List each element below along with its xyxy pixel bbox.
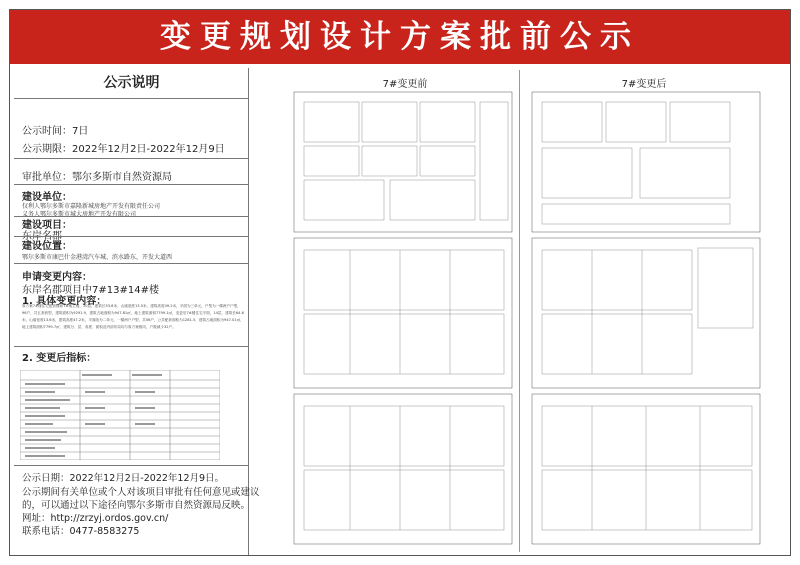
- page-title: 变更规划设计方案批前公示: [10, 10, 790, 64]
- notice-period: 公示期限：2022年12月2日-2022年12月9日: [22, 144, 225, 155]
- footer-phone: 联系电话：0477-8583275: [22, 526, 140, 537]
- divider: [14, 465, 248, 466]
- divider: [14, 184, 248, 185]
- before-drawing-title: 7#变更前: [382, 79, 428, 90]
- footer-line-2: 公示期间有关单位或个人对该项目审批有任何意见或建议: [22, 487, 260, 498]
- builder-line-1: 仅利人鄂尔多斯市嘉隆新城房地产开发有限责任公司: [22, 203, 161, 210]
- index-table: [20, 370, 220, 460]
- divider: [14, 263, 248, 264]
- project-value: 东岸名郡: [22, 231, 62, 242]
- divider: [14, 158, 248, 159]
- change-label: 1. 具体变更内容：: [22, 296, 107, 307]
- project-label: 建设项目：: [22, 220, 72, 231]
- index-label: 2. 变更后指标：: [22, 353, 97, 364]
- before-floor-plans: [290, 88, 516, 548]
- location-value: 鄂尔多斯市康巴什金港湾汽车城、滨水路东，开发大道西: [22, 254, 173, 261]
- footer-date: 公示日期：2022年12月2日-2022年12月9日。: [22, 473, 225, 484]
- drawings-divider: [519, 70, 520, 552]
- apply-label: 申请变更内容：: [22, 272, 92, 283]
- notice-heading: 公示说明: [103, 75, 160, 91]
- after-drawing-title: 7#变更后: [621, 79, 667, 90]
- notice-duration: 公示时间：7日: [22, 126, 89, 137]
- divider: [14, 98, 248, 99]
- change-paragraph: 原方案7#楼住宅配套楼和7#楼主楼，10层，建筑长53.6米，山墙宽度13.5米，建筑高度49.2米，平面为三单元，户型为一梯两户户型，96户，共五套套型，建筑面积为9291.9，建筑占地面积为947.81㎡，地上建筑面积7799.1㎡，变更后7#楼住宅平面，14层，建筑长64.6米，山墙宽度13.6米，建筑高度47.2米，平面改为二单元，一梯两户户型，共56户，公共配套面积为1281.5，建筑占地面积为947.01㎡，地上建筑面积7799.7㎡，建筑分、层、高度、面积及内部布局均与原方案相同，户数减少32户。: [22, 304, 244, 329]
- divider: [14, 346, 248, 347]
- after-floor-plans: [528, 88, 768, 548]
- builder-label: 建设单位：: [22, 192, 72, 203]
- location-label: 建设位置：: [22, 241, 72, 252]
- footer-line-3: 的，可以通过以下途径向鄂尔多斯市自然资源局反映。: [22, 500, 251, 511]
- builder-line-2: 义务人鄂尔多斯市城大房地产开发有限公司: [22, 211, 137, 218]
- approval-unit: 审批单位：鄂尔多斯市自然资源局: [22, 172, 172, 183]
- footer-website[interactable]: 网址：http://zrzyj.ordos.gov.cn/: [22, 513, 169, 524]
- apply-value: 东岸名郡项目中7#13#14#楼: [22, 285, 159, 296]
